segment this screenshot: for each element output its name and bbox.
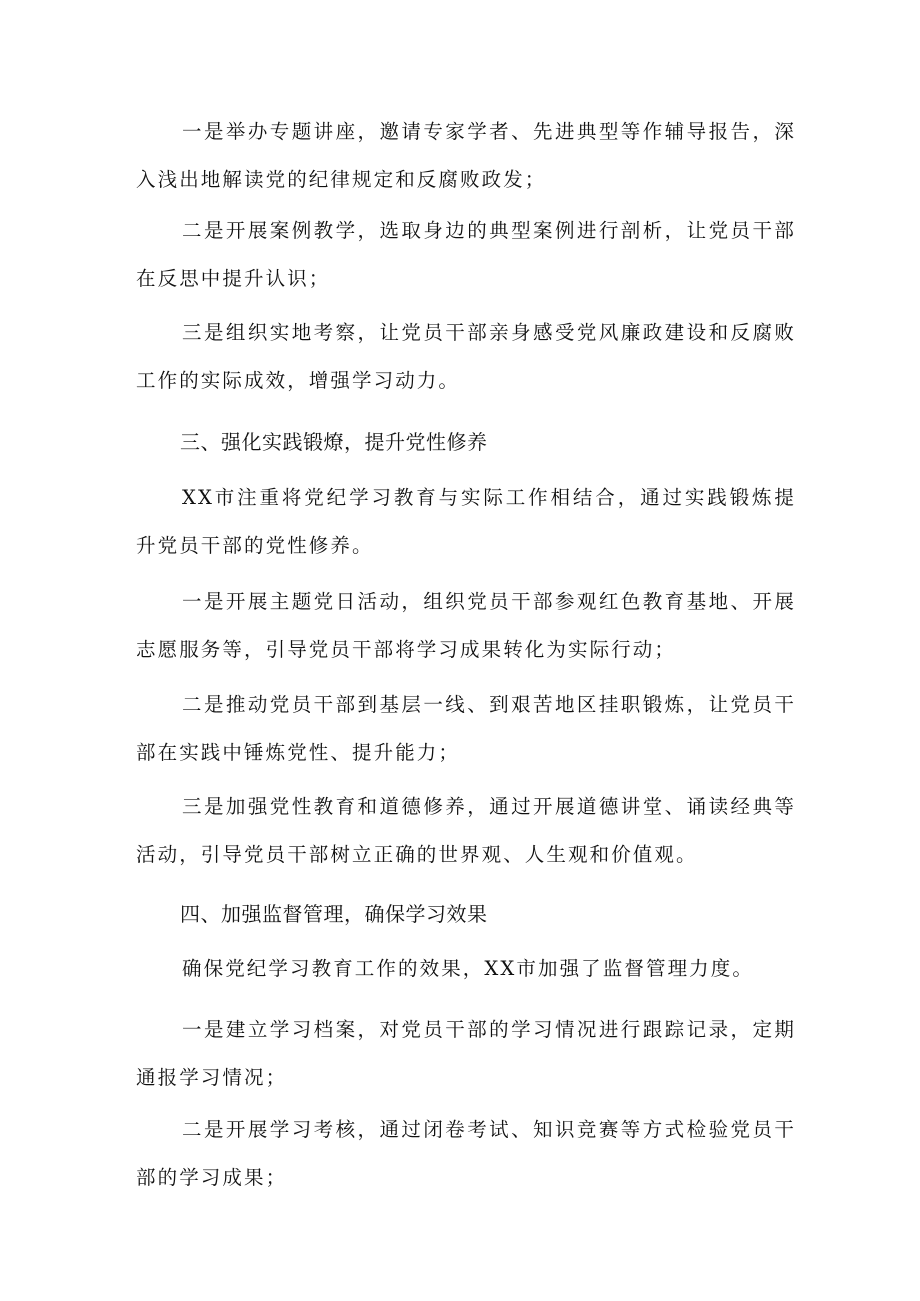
section-heading-4: 四、加强监督管理，确保学习效果 — [180, 902, 488, 926]
paragraph-theme-day: 一是开展主题党日活动，组织党员干部参观红色教育基地、开展志愿服务等，引导党员干部将学习成果转化为实际行动； — [136, 590, 796, 661]
paragraph-assessment: 二是开展学习考核，通过闭卷考试、知识竞赛等方式检验党员干部的学习成果； — [136, 1118, 796, 1189]
paragraph-archive: 一是建立学习档案，对党员干部的学习情况进行跟踪记录，定期通报学习情况； — [136, 1018, 796, 1089]
paragraph-section-4-intro: 确保党纪学习教育工作的效果，XX市加强了监督管理力度。 — [182, 957, 754, 980]
paragraph-case-teaching: 二是开展案例教学，选取身边的典型案例进行剖析，让党员干部在反思中提升认识； — [136, 219, 796, 290]
paragraph-section-3-intro: XX市注重将党纪学习教育与实际工作相结合，通过实践锻炼提升党员干部的党性修养。 — [136, 486, 796, 557]
paragraph-moral-education: 三是加强党性教育和道德修养，通过开展道德讲堂、诵读经典等活动，引导党员干部树立正确的世界观、人生观和价值观。 — [136, 795, 796, 866]
paragraph-field-visit: 三是组织实地考察，让党员干部亲身感受党风廉政建设和反腐败工作的实际成效，增强学习动力。 — [136, 321, 796, 392]
section-heading-3: 三、强化实践锻燎，提升党性修养 — [180, 430, 488, 454]
paragraph-lecture: 一是举办专题讲座，邀请专家学者、先进典型等作辅导报告，深入浅出地解读党的纪律规定和反腐败政发； — [136, 120, 796, 191]
paragraph-grassroots: 二是推动党员干部到基层一线、到艰苦地区挂职锻炼，让党员干部在实践中锤炼党性、提升能力； — [136, 693, 796, 764]
